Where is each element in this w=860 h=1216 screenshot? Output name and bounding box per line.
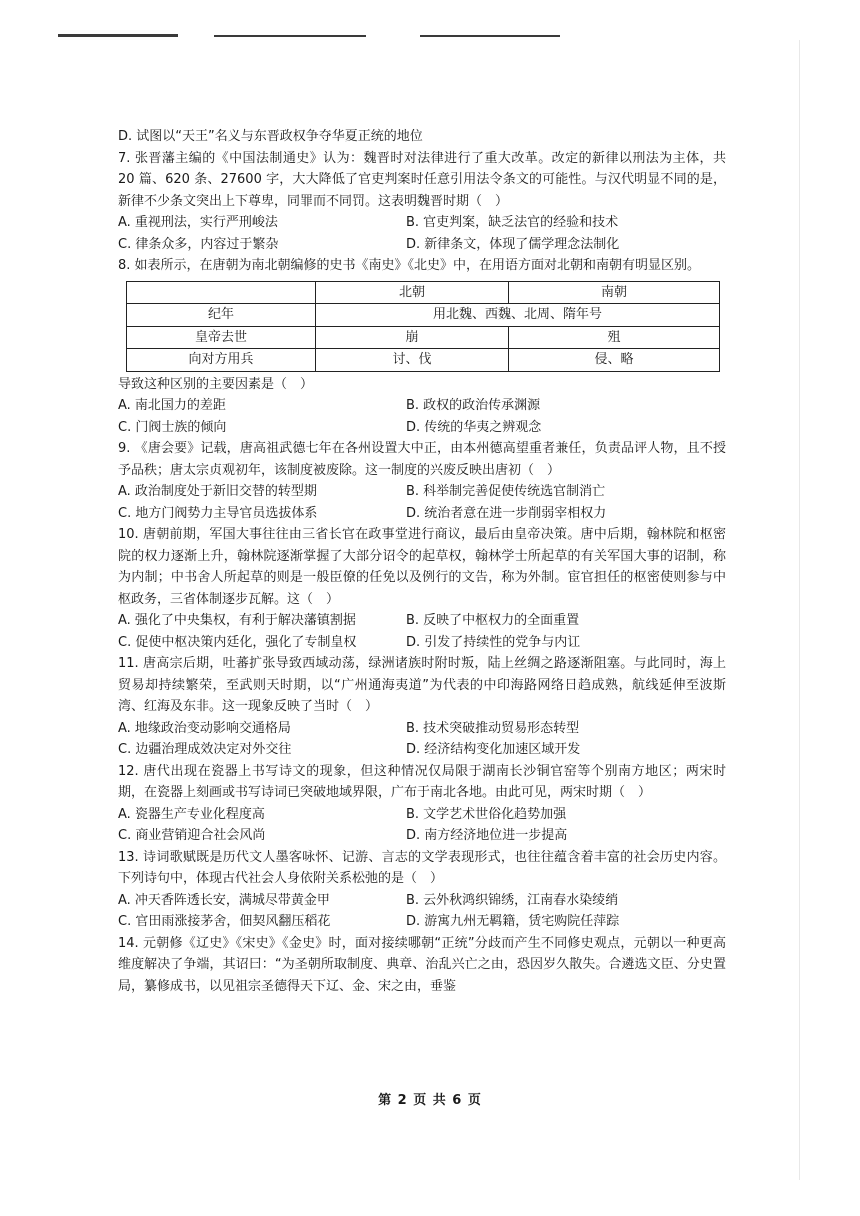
- table-cell: 南朝: [509, 281, 720, 304]
- question-10-options: [118, 610, 726, 653]
- question-13-options: [118, 890, 726, 933]
- table-cell: 纪年: [127, 304, 316, 327]
- table-row: [127, 281, 720, 304]
- exam-page: [118, 126, 726, 997]
- option-b: B. 科举制完善促使传统选官制消亡: [406, 484, 606, 499]
- question-9-options: [118, 481, 726, 524]
- option-c: C. 律条众多，内容过于繁杂: [118, 236, 279, 252]
- option-d: D. 传统的华夷之辨观念: [406, 419, 542, 435]
- option-a: A. 南北国力的差距: [118, 398, 226, 413]
- question-7-options: [118, 212, 726, 255]
- table-cell: 北朝: [316, 281, 509, 304]
- table-row: [127, 304, 720, 327]
- option-c: C. 边疆治理成效决定对外交往: [118, 742, 292, 757]
- option-a: A. 强化了中央集权，有利于解决藩镇割据: [118, 613, 356, 628]
- option-c: C. 官田雨涨接茅舍，佃契风翻压稻花: [118, 914, 331, 929]
- table-cell: 用北魏、西魏、北周、隋年号: [316, 304, 720, 327]
- option-d: D. 游寓九州无羁籍，赁宅购院任萍踪: [406, 914, 620, 929]
- option-c: C. 促使中枢决策内廷化，强化了专制皇权: [118, 634, 357, 650]
- option-d: D. 引发了持续性的党争与内讧: [406, 634, 581, 650]
- question-12: 12. 唐代出现在瓷器上书写诗文的现象，但这种情况仅局限于湖南长沙铜官窑等个别南方地区；两宋时期，在瓷器上刻画或书写诗词已突破地域界限，广布于南北各地。由此可见，两宋时期（ ）: [118, 763, 726, 800]
- question-13: 13. 诗词歌赋既是历代文人墨客咏怀、记游、言志的文学表现形式，也往往蕴含着丰富的社会历史内容。下列诗句中，体现古代社会人身依附关系松弛的是（ ）: [118, 849, 726, 886]
- scan-edge-line: [420, 35, 560, 37]
- option-b: B. 文学艺术世俗化趋势加强: [406, 806, 567, 822]
- option-b: B. 技术突破推动贸易形态转型: [406, 720, 580, 736]
- option-b: B. 反映了中枢权力的全面重置: [406, 613, 580, 628]
- option-line: D. 试图以“天王”名义与东晋政权争夺华夏正统的地位: [118, 129, 423, 144]
- comparison-table: [126, 281, 720, 372]
- table-row: [127, 349, 720, 372]
- option-a: A. 重视刑法，实行严刑峻法: [118, 215, 278, 230]
- question-7: 7. 张晋藩主编的《中国法制通史》认为：魏晋时对法律进行了重大改革。改定的新律以刑法为主体，共 20 篇、620 条、27600 字，大大降低了官吏判案时任意引用法令条文的可能性。与汉代明显不同的是，新律不少条文突出上下尊卑，同罪而不同罚。这表明魏晋时期（ ）: [118, 150, 726, 209]
- option-b: B. 政权的政治传承渊源: [406, 398, 541, 413]
- option-c: C. 门阀士族的倾向: [118, 419, 227, 435]
- scan-edge-line: [214, 35, 366, 37]
- question-8: 8. 如表所示，在唐朝为南北朝编修的史书《南史》《北史》中，在用语方面对北朝和南朝有明显区别。: [118, 258, 701, 273]
- question-11: 11. 唐高宗后期，吐蕃扩张导致西域动荡，绿洲诸族时附时叛，陆上丝绸之路逐渐阻塞。与此同时，海上贸易却持续繁荣，至武则天时期，以“广州通海夷道”为代表的中印海路网络日趋成熟，航线延伸至波斯湾、红海及东非。这一现象反映了当时（ ）: [118, 656, 726, 714]
- option-d: D. 新律条文，体现了儒学理念法制化: [406, 236, 620, 252]
- scan-edge-line: [58, 34, 178, 37]
- table-row: [127, 326, 720, 349]
- option-d: D. 南方经济地位进一步提高: [406, 828, 568, 843]
- option-c: C. 地方门阀势力主导官员选拔体系: [118, 505, 318, 521]
- option-d: D. 经济结构变化加速区域开发: [406, 742, 581, 757]
- question-9: 9. 《唐会要》记载，唐高祖武德七年在各州设置大中正，由本州德高望重者兼任，负责品评人物，且不授予品秩；唐太宗贞观初年，该制度被废除。这一制度的兴废反映出唐初（ ）: [118, 441, 726, 478]
- option-a: A. 地缘政治变动影响交通格局: [118, 720, 291, 736]
- question-11-options: [118, 718, 726, 761]
- question-12-options: [118, 804, 726, 847]
- table-cell: 讨、伐: [316, 349, 509, 372]
- option-d: D. 统治者意在进一步削弱宰相权力: [406, 505, 607, 521]
- table-cell: 殂: [509, 326, 720, 349]
- table-cell: 向对方用兵: [127, 349, 316, 372]
- option-b: B. 官吏判案，缺乏法官的经验和技术: [406, 215, 619, 230]
- question-14: 14. 元朝修《辽史》《宋史》《金史》时，面对接续哪朝“正统”分歧而产生不同修史观点，元朝以一种更高维度解决了争端，其诏曰：“为圣朝所取制度、典章、治乱兴亡之由，恐因岁久散失。合遴选文臣、分史置局，纂修成书，以见祖宗圣德得天下辽、金、宋之由，垂鉴: [118, 935, 726, 994]
- question-8-options: [118, 395, 726, 438]
- option-a: A. 瓷器生产专业化程度高: [118, 806, 265, 822]
- table-cell: [127, 281, 316, 304]
- page-number: 第 2 页 共 6 页: [378, 1093, 482, 1108]
- question-10: 10. 唐朝前期，军国大事往往由三省长官在政事堂进行商议，最后由皇帝决策。唐中后期，翰林院和枢密院的权力逐渐上升，翰林院逐渐掌握了大部分诏令的起草权，翰林学士所起草的有关军国大事的诏制，称为内制；中书舍人所起草的则是一般臣僚的任免以及例行的文告，称为外制。宦官担任的枢密使则参与中枢政务，三省体制逐步瓦解。这（ ）: [118, 527, 726, 607]
- question-8-stem: 导致这种区别的主要因素是（ ）: [118, 376, 314, 392]
- table-cell: 侵、略: [509, 349, 720, 372]
- option-b: B. 云外秋鸿织锦绣，江南春水染绫绡: [406, 892, 619, 908]
- page-edge: [799, 40, 800, 1180]
- table-cell: 皇帝去世: [127, 326, 316, 349]
- option-a: A. 冲天香阵透长安，满城尽带黄金甲: [118, 892, 330, 908]
- option-a: A. 政治制度处于新旧交替的转型期: [118, 484, 317, 499]
- table-cell: 崩: [316, 326, 509, 349]
- option-c: C. 商业营销迎合社会风尚: [118, 828, 266, 843]
